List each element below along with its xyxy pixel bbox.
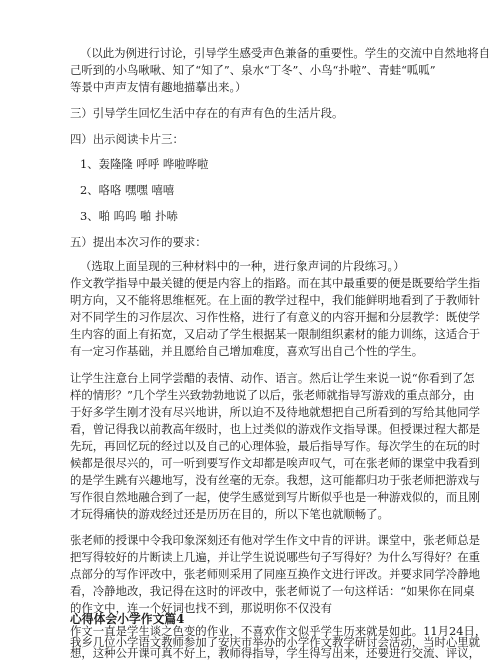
text-line: 先玩，再回忆玩的经过以及自己的心理体验，最后指导写作。每次学生的在玩的时	[70, 439, 481, 453]
text-line: 我乡几位小学语文教师参加了安庆市举办的小学作文教学研讨会活动，当时心里就	[70, 635, 481, 649]
text-line: 对不同学生的习作层次、习作性格，进行了有意义的内容开掘和分层教学：既使学	[70, 310, 481, 324]
text-line: 让学生注意台上同学尝醋的表情、动作、语言。然后让学生来说一说“你看到了怎	[70, 371, 475, 385]
text-line: 的作文中，连一个好词也找不到，那说明你不仅没有	[70, 601, 332, 615]
text-line: 看，冷静地改，我记得在这时的评改中，张老师说了一句这样话：“如果你在同桌	[70, 584, 475, 598]
text-line: 等景中声声友情有趣地描摹出来。）	[70, 80, 247, 94]
list-item: 3、啪 呜呜 啪 扑哧	[80, 209, 178, 223]
article-title: 心得体会小学作文篇4	[70, 612, 185, 626]
text-line: （选取上面呈现的三种材料中的一种，进行象声词的片段练习。）	[80, 259, 405, 273]
text-line: 有一定习作基础，并且愿给自己增加难度，喜欢写出自己个性的学生。	[70, 344, 424, 358]
section-heading: 四）出示阅读卡片三：	[70, 132, 184, 146]
text-line: 看，曾记得我以前教高年级时，也上过类似的游戏作文指导课。但授课过程大都是	[70, 422, 481, 436]
text-line: 想，这种公开课可真不好上，教师得指导，学生得写出来，还要进行交流、评议，	[70, 646, 481, 660]
text-line: 作文一直是学生谈之色变的作业，不喜欢作文似乎学生历来就是如此。11月24日，	[70, 624, 487, 638]
text-line: 候都是很尽兴的，可一听到要写作文却都是唉声叹气，可在张老师的课堂中我看到	[70, 456, 481, 470]
text-line: 才玩得痛快的游戏经过还是历历在目的，所以下笔也就顺畅了。	[70, 507, 389, 521]
text-line: 样的情形？”几个学生兴致勃勃地说了以后，张老师就指导写游戏的重点部分，由	[70, 388, 475, 402]
section-heading: 五）提出本次习作的要求：	[70, 235, 207, 249]
text-line: 生内容的面上有拓宽，又启动了学生根据某一限制组织素材的能力训练，这适合于	[70, 327, 481, 341]
list-item: 1、轰隆隆 呼呼 哗啦哗啦	[80, 157, 209, 171]
text-line: 点部分的写作评改中，张老师则采用了同座互换作文进行评改。并要求同学冷静地	[70, 567, 481, 581]
text-line: 作文教学指导中最关键的便是内容上的指路。而在其中最重要的便是既要给学生指	[70, 276, 481, 290]
text-line: 己听到的小鸟啾啾、知了“知了”、泉水“丁冬”、小鸟“扑啦”、青蛙“呱呱”	[70, 63, 436, 77]
text-line: 写作很自然地融合到了一起，使学生感觉到写片断似乎也是一种游戏似的，而且刚	[70, 490, 481, 504]
text-line: 于好多学生刚才没有尽兴地讲，所以迫不及待地就想把自己所看到的写给其他同学	[70, 405, 481, 419]
text-line: 把写得较好的片断读上几遍，并让学生说说哪些句子写得好？为什么写得好？在重	[70, 550, 481, 564]
text-line: 明方向，又不能将思维框死。在上面的教学过程中，我们能鲜明地看到了于教师针	[70, 293, 481, 307]
text-line: （以此为例进行讨论，引导学生感受声色兼备的重要性。学生的交流中自然地将自	[80, 46, 491, 60]
section-heading: 三）引导学生回忆生活中存在的有声有色的生活片段。	[70, 106, 344, 120]
text-line: 的是学生跳有兴趣地写，没有丝毫的无奈。我想，这可能都归功于张老师把游戏与	[70, 473, 481, 487]
text-line: 张老师的授课中令我印象深刻还有他对学生作文中肯的评讲。课堂中，张老师总是	[70, 533, 481, 547]
list-item: 2、咯咯 嘿嘿 嘻嘻	[80, 183, 175, 197]
